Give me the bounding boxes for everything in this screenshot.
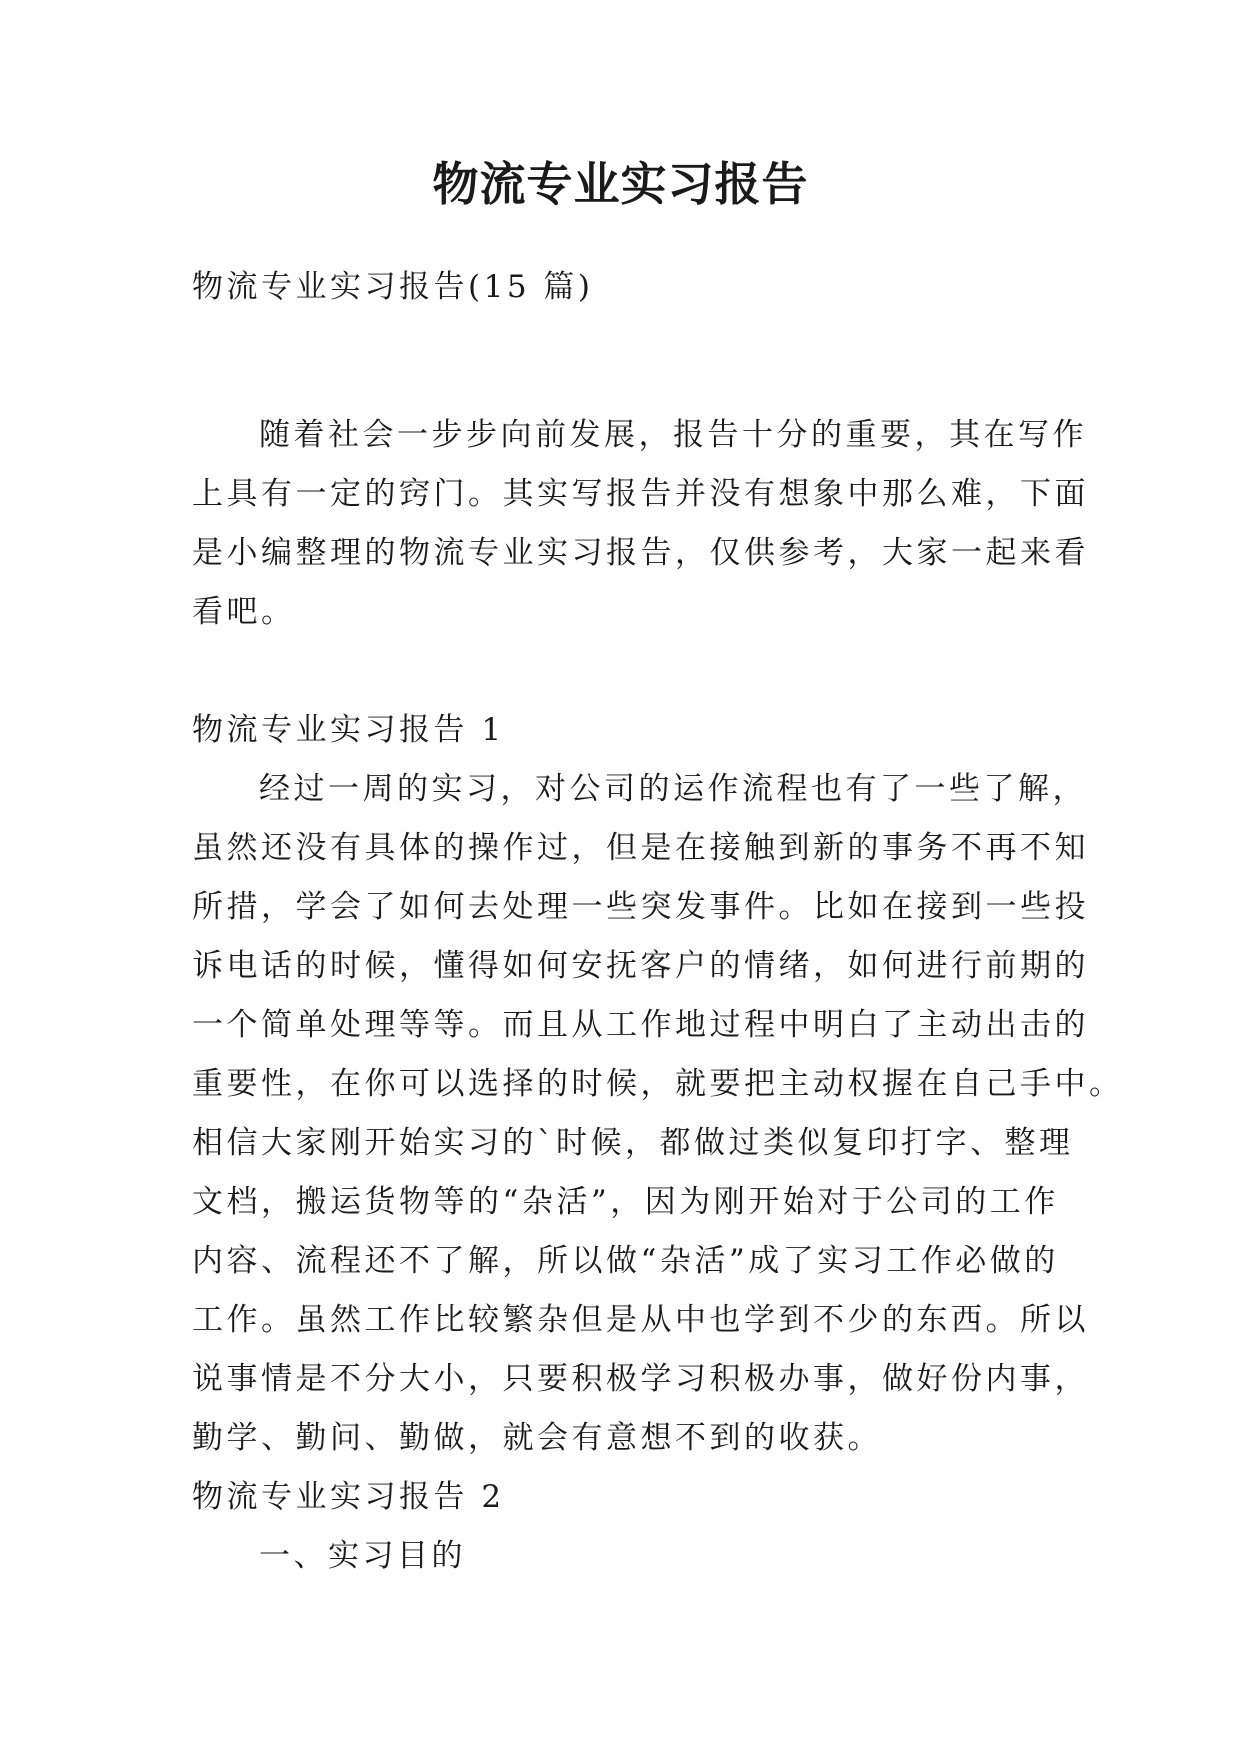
intro-line: 随着社会一步步向前发展，报告十分的重要，其在写作	[259, 417, 1087, 453]
intro-line: 是小编整理的物流专业实习报告，仅供参考，大家一起来看	[192, 535, 1089, 571]
section2-item-heading: 一、实习目的	[259, 1538, 466, 1574]
document-subtitle: 物流专业实习报告(15 篇)	[192, 269, 594, 305]
section1-line: 内容、流程还不了解，所以做“杂活”成了实习工作必做的	[192, 1243, 1059, 1279]
intro-line: 看吧。	[192, 594, 296, 630]
section1-line: 说事情是不分大小，只要积极学习积极办事，做好份内事，	[192, 1361, 1089, 1397]
section2-heading: 物流专业实习报告 2	[192, 1479, 505, 1515]
section1-line: 一个简单处理等等。而且从工作地过程中明白了主动出击的	[192, 1007, 1089, 1043]
section1-line: 文档，搬运货物等的“杂活”，因为刚开始对于公司的工作	[192, 1184, 1059, 1220]
section1-line: 重要性，在你可以选择的时候，就要把主动权握在自己手中。	[192, 1066, 1124, 1102]
section1-line: 虽然还没有具体的操作过，但是在接触到新的事务不再不知	[192, 830, 1089, 866]
intro-line: 上具有一定的窍门。其实写报告并没有想象中那么难，下面	[192, 476, 1089, 512]
section1-line: 工作。虽然工作比较繁杂但是从中也学到不少的东西。所以	[192, 1302, 1089, 1338]
section1-line: 相信大家刚开始实习的`时候，都做过类似复印打字、整理	[192, 1125, 1074, 1161]
section1-line: 勤学、勤问、勤做，就会有意想不到的收获。	[192, 1420, 882, 1456]
document-title: 物流专业实习报告	[432, 157, 809, 211]
section1-heading: 物流专业实习报告 1	[192, 712, 505, 748]
section1-line: 所措，学会了如何去处理一些突发事件。比如在接到一些投	[192, 889, 1089, 925]
section1-line: 诉电话的时候，懂得如何安抚客户的情绪，如何进行前期的	[192, 948, 1089, 984]
section1-line: 经过一周的实习，对公司的运作流程也有了一些了解，	[259, 771, 1087, 807]
